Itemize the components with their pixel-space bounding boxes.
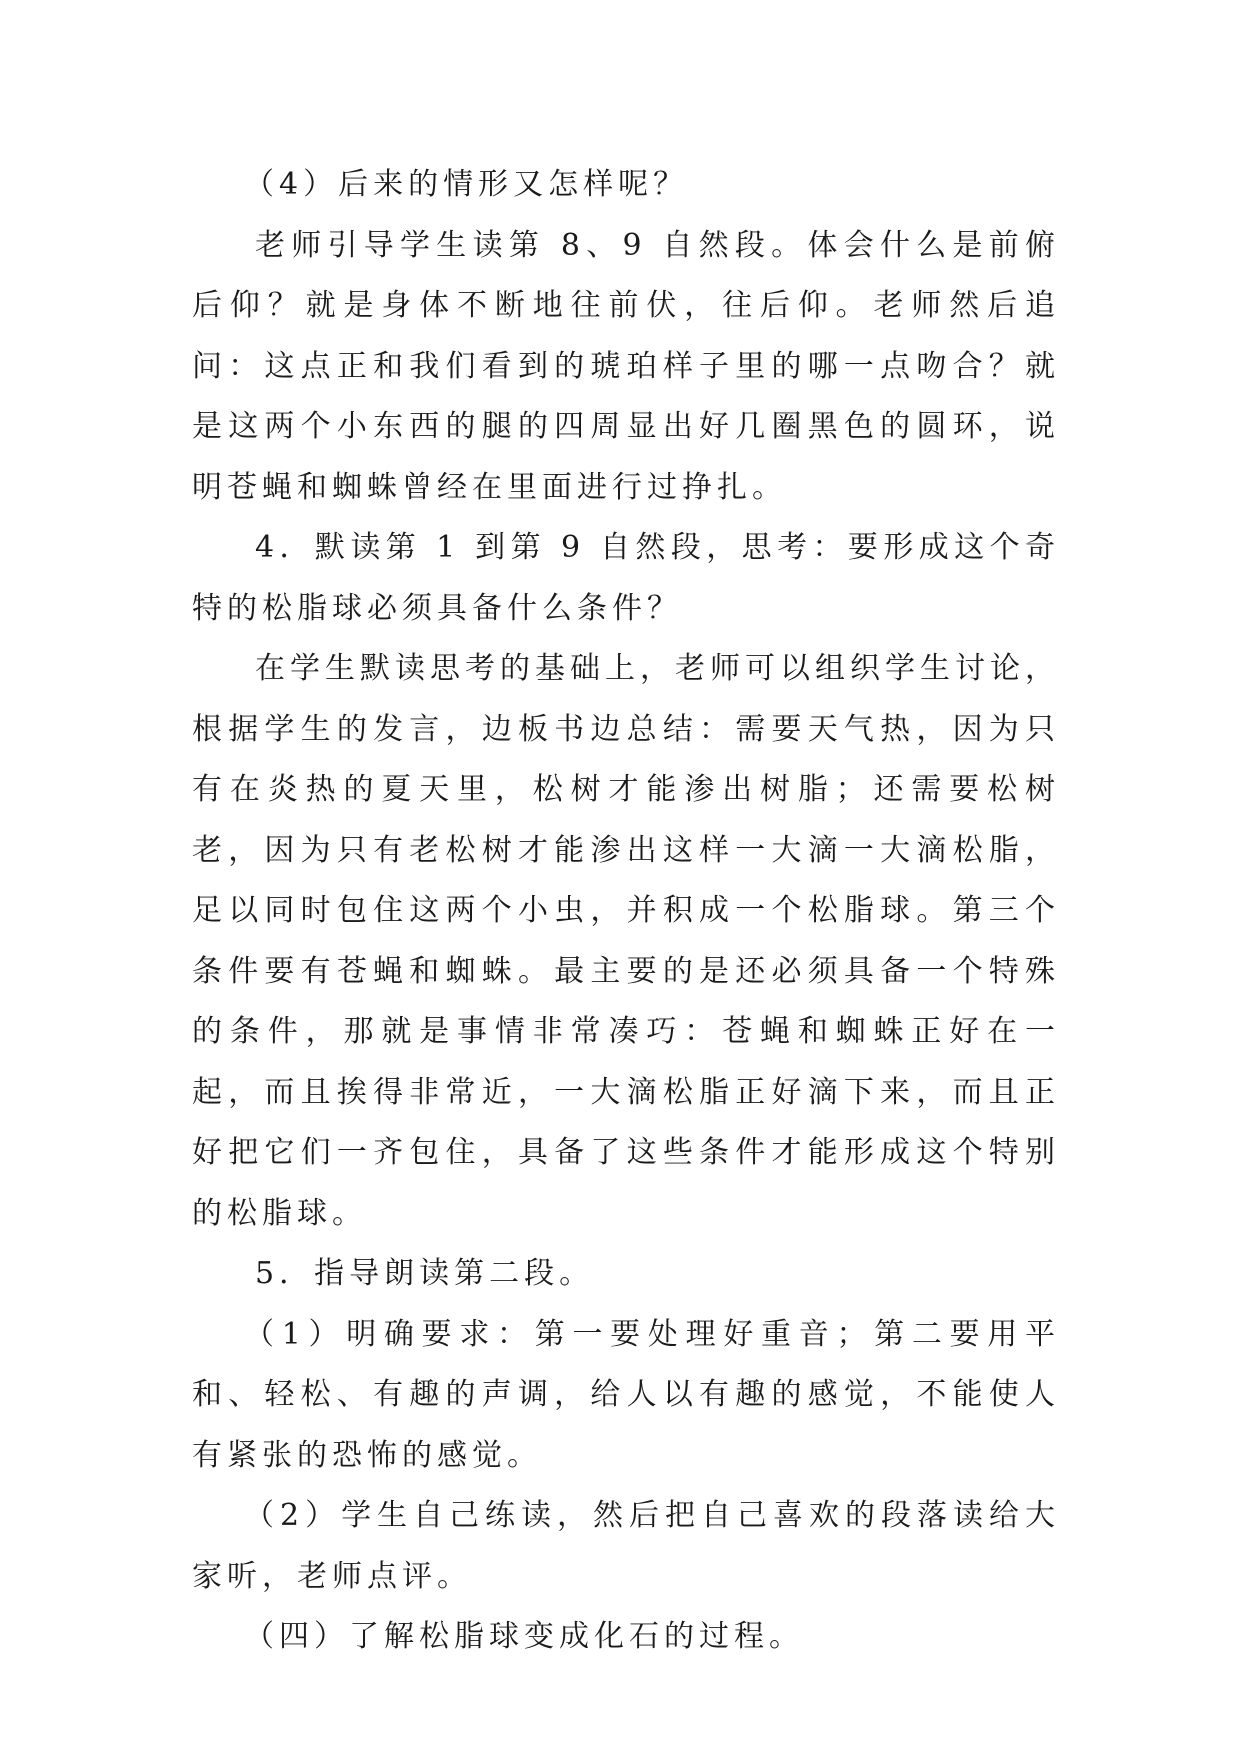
paragraph-step-4: 4．默读第 1 到第 9 自然段，思考：要形成这个奇特的松脂球必须具备什么条件？ [192,530,1060,626]
document-body [192,155,1060,1668]
paragraph-requirement-1: （1）明确要求：第一要处理好重音；第二要用平和、轻松、有趣的声调，给人以有趣的感觉，不能使人有紧张的恐怖的感觉。 [192,1316,1060,1473]
paragraph-step-5: 5．指导朗读第二段。 [255,1256,595,1291]
paragraph-teacher-guidance: 老师引导学生读第 8、9 自然段。体会什么是前俯后仰？就是身体不断地往前伏，往后仰。老师然后追问：这点正和我们看到的琥珀样子里的哪一点吻合？就是这两个小东西的腿的四周显出好几圈黑色的圆环，说明苍蝇和蜘蛛曾经在里面进行过挣扎。 [192,227,1060,505]
paragraph-section-4-heading: （四）了解松脂球变成化石的过程。 [244,1619,804,1654]
paragraph-question-4: （4）后来的情形又怎样呢？ [244,167,689,202]
paragraph-requirement-2: （2）学生自己练读，然后把自己喜欢的段落读给大家听，老师点评。 [192,1498,1060,1594]
paragraph-discussion-summary: 在学生默读思考的基础上，老师可以组织学生讨论，根据学生的发言，边板书边总结：需要天气热，因为只有在炎热的夏天里，松树才能渗出树脂；还需要松树老，因为只有老松树才能渗出这样一大滴一大滴松脂，足以同时包住这两个小虫，并积成一个松脂球。第三个条件要有苍蝇和蜘蛛。最主要的是还必须具备一个特殊的条件，那就是事情非常凑巧：苍蝇和蜘蛛正好在一起，而且挨得非常近，一大滴松脂正好滴下来，而且正好把它们一齐包住，具备了这些条件才能形成这个特别的松脂球。 [192,651,1060,1231]
